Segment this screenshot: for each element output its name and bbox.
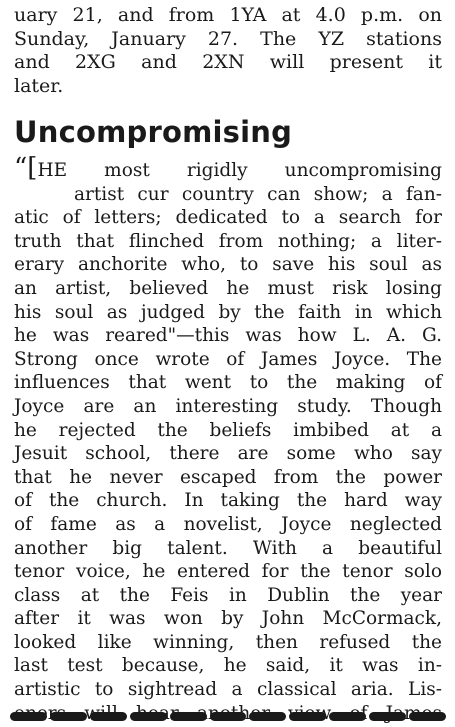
body-line: another big talent. With a beautiful: [14, 537, 442, 559]
lead-line: Sunday, January 27. The YZ stations: [14, 27, 442, 50]
lead-line: uary 21, and from 1YA at 4.0 p.m. on: [14, 4, 442, 26]
body-line: atic of letters; dedicated to a search for: [14, 207, 442, 229]
lead-line: later.: [14, 74, 64, 97]
body-line: class at the Feis in Dublin the year: [14, 584, 442, 606]
body-line: truth that flinched from nothing; a liter-: [14, 230, 442, 252]
rule-segment: [170, 712, 207, 721]
rule-segment: [409, 712, 446, 721]
first-line-text: HE most rigidly uncompromising: [37, 160, 442, 181]
body-line: Joyce are an interesting study. Though: [14, 395, 442, 417]
rule-segment: [130, 712, 167, 721]
body-line: of the church. In taking the hard way: [14, 490, 442, 512]
rule-segment: [369, 712, 406, 721]
body-line: an artist, believed he must risk losing: [14, 277, 442, 299]
body-line: that he never escaped from the power: [14, 466, 442, 488]
rule-segment: [50, 712, 87, 721]
body-line: of fame as a novelist, Joyce neglected: [14, 513, 442, 535]
body-line: artist cur country can show; a fan-: [74, 183, 442, 205]
body-line: influences that went to the making of: [14, 372, 442, 394]
article-body: [14, 153, 442, 725]
body-line: Strong once wrote of James Joyce. The: [14, 348, 442, 370]
article-heading: Uncompromising: [14, 115, 293, 149]
body-line: last test because, he said, it was in-: [14, 655, 442, 677]
rule-segment: [10, 712, 47, 721]
rule-segment: [249, 712, 286, 721]
body-line: tenor voice, he entered for the tenor solo: [14, 561, 442, 583]
lead-line: and 2XG and 2XN will present it: [14, 51, 442, 73]
rule-segment: [210, 712, 247, 721]
body-line: he rejected the beliefs imbibed at a: [14, 419, 442, 441]
body-line: Jesuit school, there are some who say: [14, 443, 442, 465]
rule-segment: [329, 712, 366, 721]
rule-segment: [90, 712, 127, 721]
drop-cap: “[: [14, 153, 38, 183]
body-line: he was reared"—this was how L. A. G.: [14, 325, 442, 347]
body-line: his soul as judged by the faith in which: [14, 301, 442, 323]
rule-segment: [289, 712, 326, 721]
body-line: erary anchorite who, to save his soul as: [14, 254, 442, 276]
body-line: looked like winning, then refused the: [14, 631, 442, 653]
body-line: after it was won by John McCormack,: [14, 608, 442, 630]
lead-paragraph: [14, 4, 442, 98]
body-first-line: [14, 153, 442, 183]
body-line: artistic to sightread a classical aria. Lis-: [14, 679, 442, 701]
decorative-border-rule: [10, 710, 446, 722]
